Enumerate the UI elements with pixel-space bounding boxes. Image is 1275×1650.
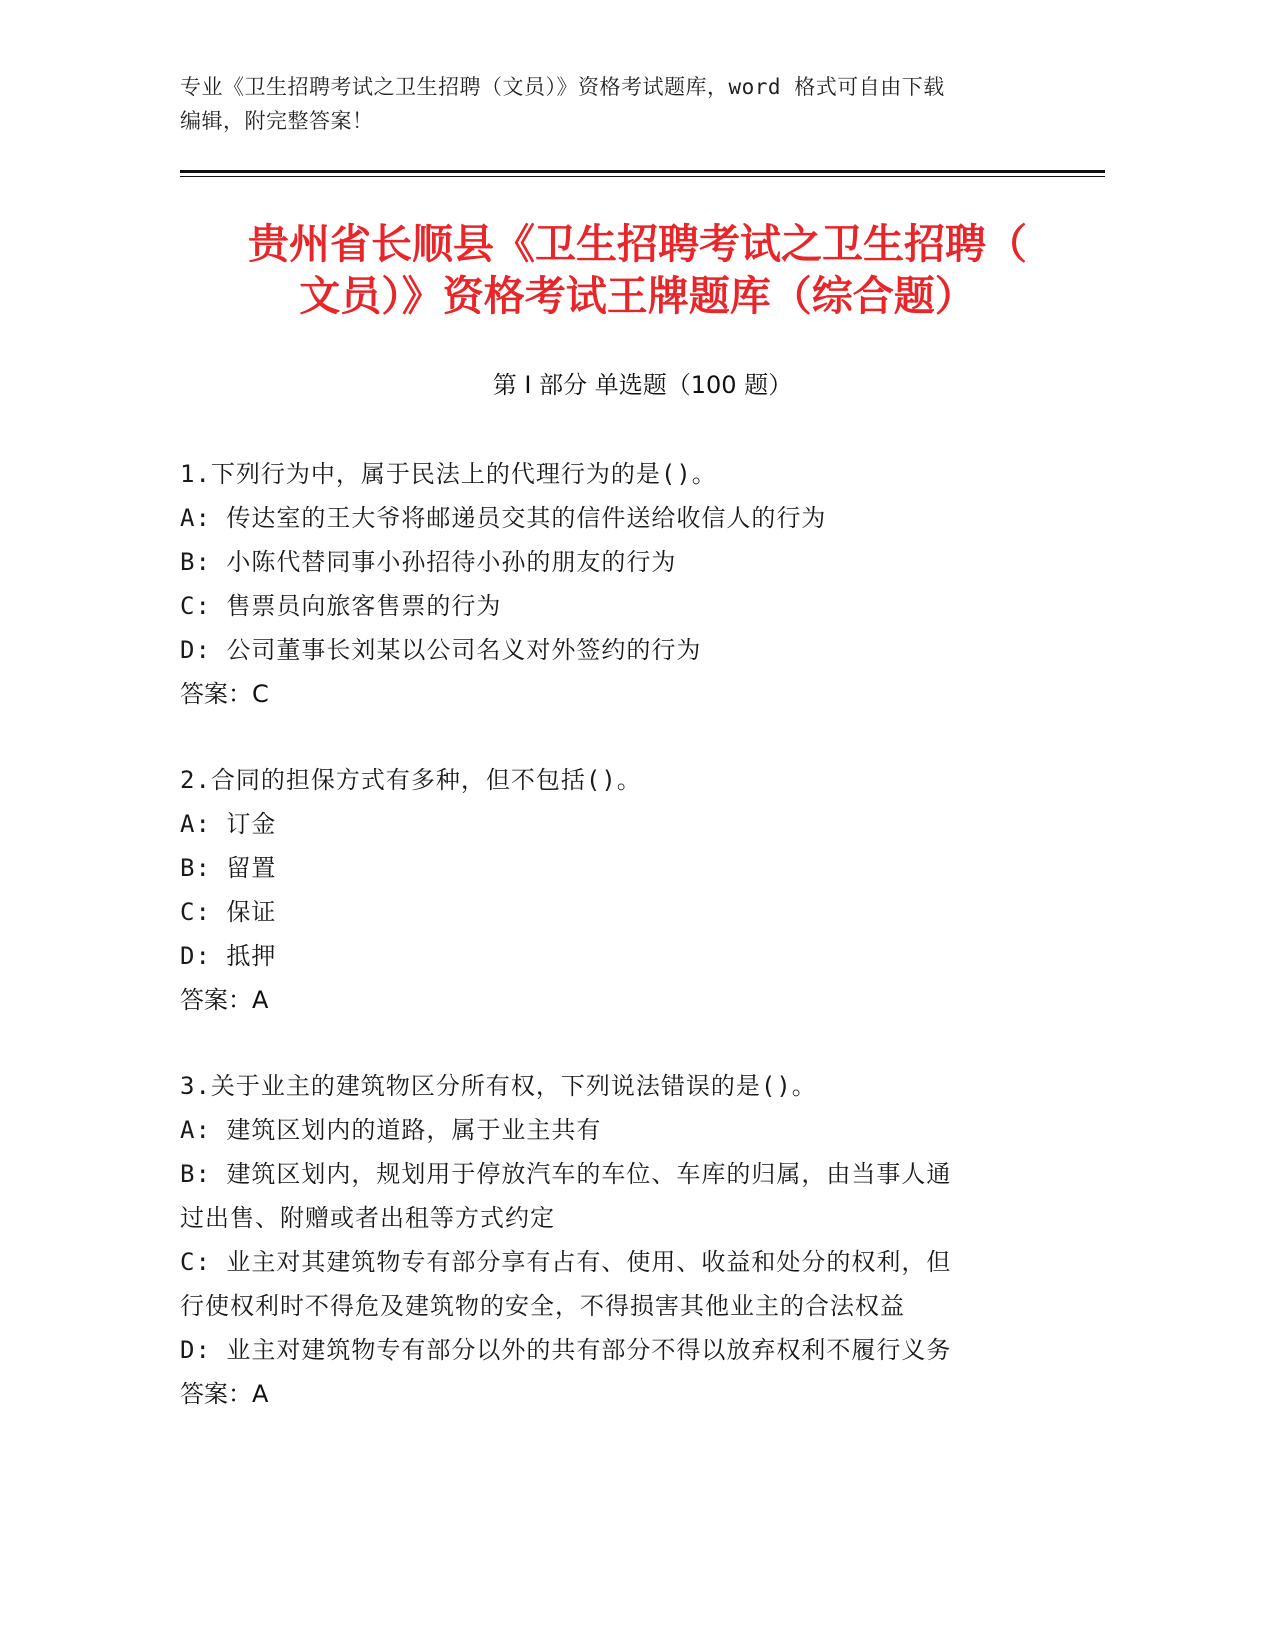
correct-answer: 答案：A — [180, 986, 269, 1014]
header-divider-thin — [180, 176, 1105, 177]
question-stem: 2.合同的担保方式有多种，但不包括()。 — [180, 766, 642, 794]
answer-option: A: 传达室的王大爷将邮递员交其的信件送给收信人的行为 — [180, 504, 827, 532]
answer-option: B: 建筑区划内，规划用于停放汽车的车位、车库的归属，由当事人通 — [180, 1160, 952, 1188]
answer-option: C: 业主对其建筑物专有部分享有占有、使用、收益和处分的权利，但 — [180, 1248, 952, 1276]
header-note-line: 专业《卫生招聘考试之卫生招聘（文员）》资格考试题库，word 格式可自由下载 — [180, 75, 945, 99]
document-title-line: 文员）》资格考试王牌题库（综合题） — [299, 272, 976, 320]
question-item — [180, 758, 1060, 1022]
answer-option: C: 售票员向旅客售票的行为 — [180, 592, 502, 620]
question-stem: 3.关于业主的建筑物区分所有权，下列说法错误的是()。 — [180, 1072, 817, 1100]
answer-option: A: 建筑区划内的道路，属于业主共有 — [180, 1116, 602, 1144]
answer-option: D: 业主对建筑物专有部分以外的共有部分不得以放弃权利不履行义务 — [180, 1336, 952, 1364]
question-item — [180, 452, 1060, 716]
question-stem: 1.下列行为中，属于民法上的代理行为的是()。 — [180, 460, 717, 488]
document-title-line: 贵州省长顺县《卫生招聘考试之卫生招聘（ — [248, 220, 1027, 268]
question-item — [180, 1064, 1060, 1416]
header-note — [180, 70, 1040, 138]
answer-option: B: 小陈代替同事小孙招待小孙的朋友的行为 — [180, 548, 677, 576]
correct-answer: 答案：A — [180, 1380, 269, 1408]
header-note-line: 编辑，附完整答案！ — [180, 109, 374, 133]
answer-option-continuation: 行使权利时不得危及建筑物的安全，不得损害其他业主的合法权益 — [180, 1292, 905, 1320]
answer-option: D: 抵押 — [180, 942, 277, 970]
section-title: 第 I 部分 单选题（100 题） — [492, 371, 793, 399]
answer-option-continuation: 过出售、附赠或者出租等方式约定 — [180, 1204, 555, 1232]
answer-option: B: 留置 — [180, 854, 277, 882]
answer-option: C: 保证 — [180, 898, 277, 926]
correct-answer: 答案：C — [180, 680, 269, 708]
header-divider — [180, 170, 1105, 173]
answer-option: A: 订金 — [180, 810, 277, 838]
question-list — [180, 452, 1060, 1458]
document-title — [150, 218, 1125, 322]
answer-option: D: 公司董事长刘某以公司名义对外签约的行为 — [180, 636, 702, 664]
